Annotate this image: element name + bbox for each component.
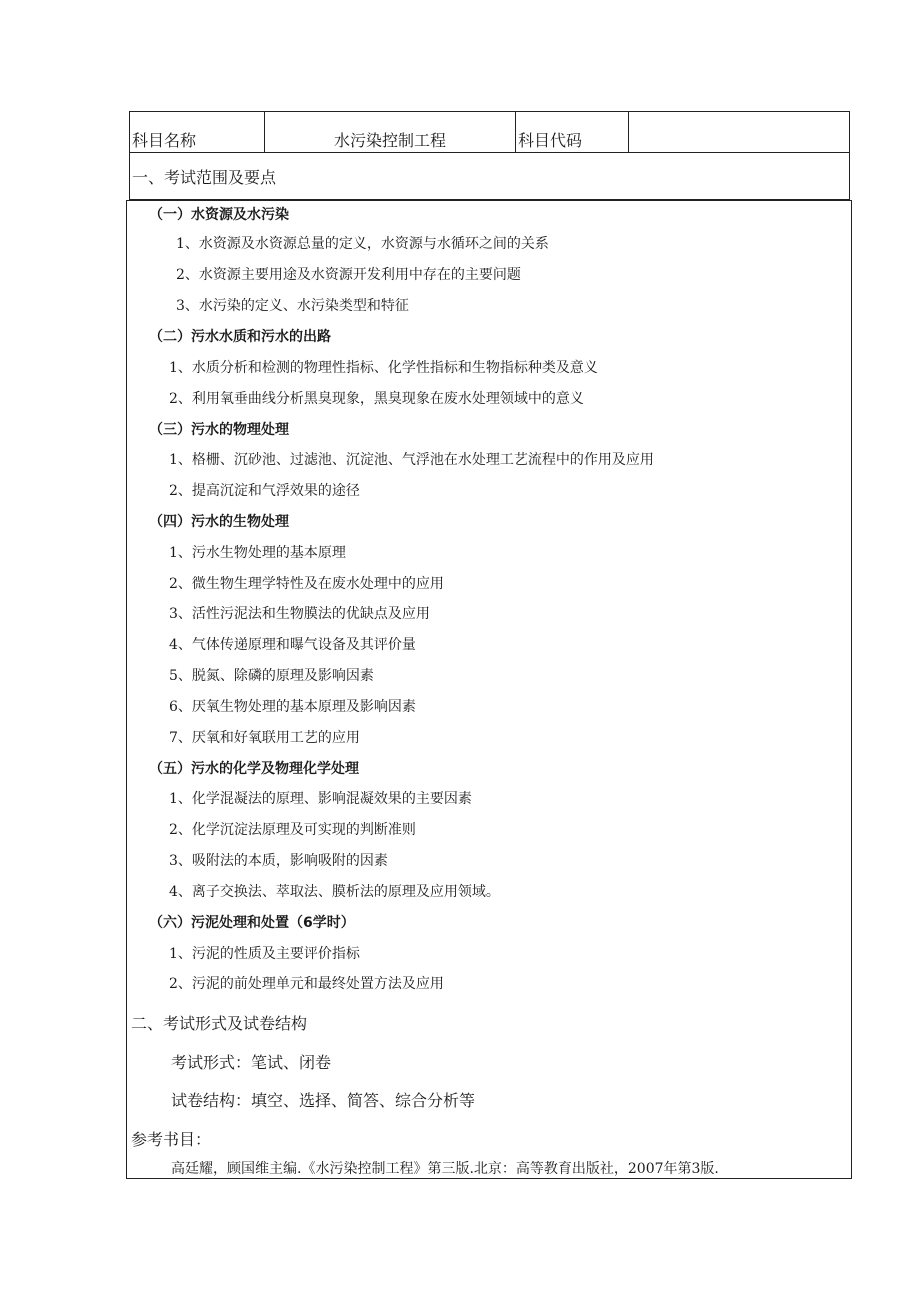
subject-name-value-cell	[265, 112, 516, 153]
subject-code-label: 科目代码	[518, 131, 583, 150]
list-item: 6、厌氧生物处理的基本原理及影响因素	[169, 699, 416, 715]
list-item: 4、气体传递原理和曝气设备及其评价量	[169, 637, 416, 653]
list-item: 3、活性污泥法和生物膜法的优缺点及应用	[169, 606, 430, 622]
content-box	[126, 200, 852, 1179]
list-item: 2、污泥的前处理单元和最终处置方法及应用	[169, 976, 444, 992]
group-heading: （二）污水水质和污水的出路	[149, 329, 331, 345]
section1-title: 一、考试范围及要点	[132, 167, 277, 187]
group-heading: （四）污水的生物处理	[149, 514, 289, 530]
subject-name-label-cell	[130, 112, 265, 153]
list-item: 2、化学沉淀法原理及可实现的判断准则	[169, 822, 416, 838]
subject-name-value: 水污染控制工程	[333, 131, 446, 150]
subject-code-label-cell	[516, 112, 629, 153]
list-item: 1、水资源及水资源总量的定义，水资源与水循环之间的关系	[176, 236, 549, 252]
references-label: 参考书目：	[131, 1130, 212, 1149]
reference-entry: 高廷耀，顾国维主编.《水污染控制工程》第三版.北京：高等教育出版社，2007年第3版.	[171, 1161, 719, 1177]
list-item: 1、格栅、沉砂池、过滤池、沉淀池、气浮池在水处理工艺流程中的作用及应用	[169, 452, 654, 468]
list-item: 2、提高沉淀和气浮效果的途径	[169, 483, 360, 499]
list-item: 1、水质分析和检测的物理性指标、化学性指标和生物指标种类及意义	[169, 360, 598, 376]
group-heading: （三）污水的物理处理	[149, 422, 289, 438]
group-heading: （一）水资源及水污染	[149, 207, 289, 223]
list-item: 2、水资源主要用途及水资源开发利用中存在的主要问题	[176, 267, 521, 283]
list-item: 4、离子交换法、萃取法、膜析法的原理及应用领域。	[169, 884, 500, 900]
group-heading: （五）污水的化学及物理化学处理	[149, 761, 359, 777]
subject-code-value-cell	[629, 112, 850, 153]
section2-title: 二、考试形式及试卷结构	[131, 1014, 308, 1033]
section1-title-cell	[130, 153, 850, 200]
subject-name-label: 科目名称	[132, 131, 197, 150]
list-item: 3、吸附法的本质，影响吸附的因素	[169, 853, 388, 869]
list-item: 2、微生物生理学特性及在废水处理中的应用	[169, 576, 444, 592]
exam-form: 考试形式：笔试、闭卷	[171, 1053, 332, 1072]
list-item: 2、利用氧垂曲线分析黑臭现象，黑臭现象在废水处理领域中的意义	[169, 391, 584, 407]
group-heading: （六）污泥处理和处置（6学时）	[149, 915, 355, 931]
list-item: 5、脱氮、除磷的原理及影响因素	[169, 668, 374, 684]
list-item: 7、厌氧和好氧联用工艺的应用	[169, 730, 360, 746]
list-item: 3、水污染的定义、水污染类型和特征	[176, 298, 409, 314]
paper-structure: 试卷结构：填空、选择、简答、综合分析等	[171, 1091, 476, 1110]
list-item: 1、污泥的性质及主要评价指标	[169, 946, 360, 962]
list-item: 1、化学混凝法的原理、影响混凝效果的主要因素	[169, 791, 472, 807]
list-item: 1、污水生物处理的基本原理	[169, 545, 346, 561]
header-table	[129, 111, 850, 200]
